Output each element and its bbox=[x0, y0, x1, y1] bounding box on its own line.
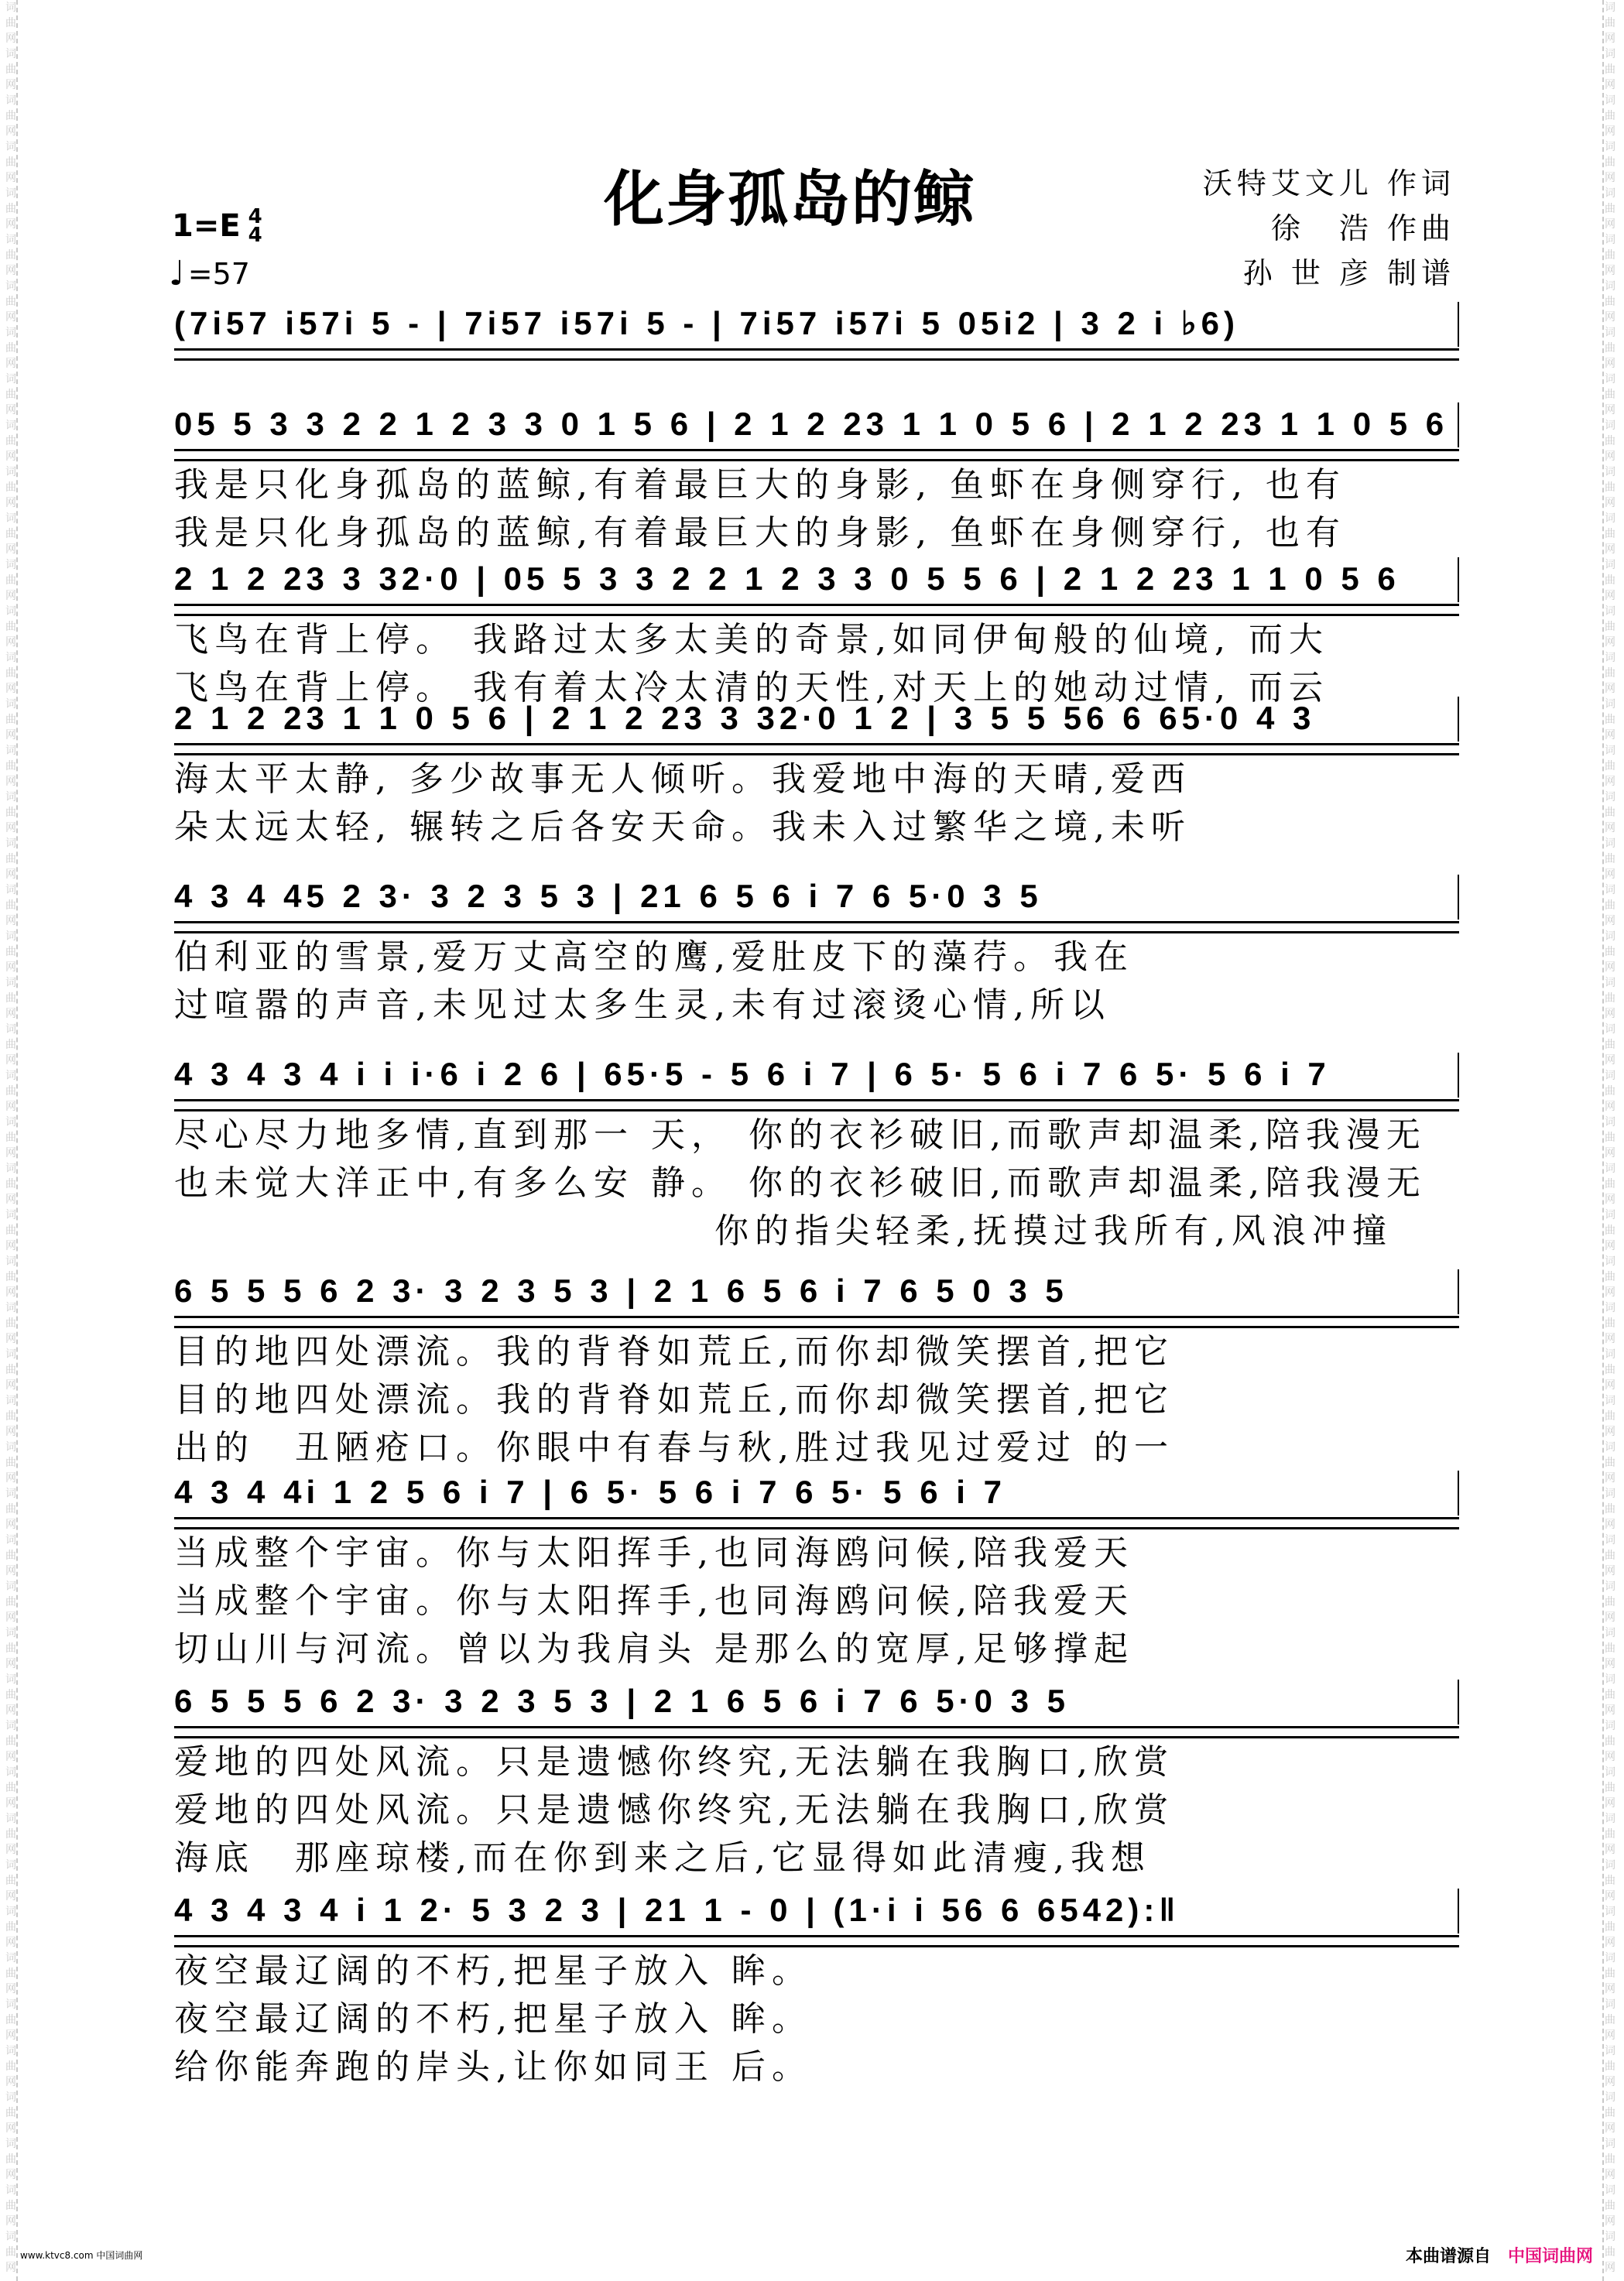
lyric-line: 尽心尽力地多情,直到那一 天， 你的衣衫破旧,而歌声却温柔,陪我漫无 bbox=[174, 1115, 1427, 1155]
quarter-note-icon: ♩ bbox=[169, 254, 185, 293]
watermark-group: 词 曲 网 bbox=[1605, 2184, 1615, 2228]
score-row bbox=[174, 1471, 1459, 1673]
watermark-group: 词 曲 网 bbox=[1605, 327, 1615, 370]
watermark-group: 词 曲 网 bbox=[1605, 280, 1615, 324]
notation-line: 4 3 4 3 4 i 1 2· 5 3 2 3 | 21 1 - 0 | (1·i i 56 6 6542):‖ bbox=[174, 1892, 1180, 1928]
lyricist-credit: 沃特艾文儿 作词 bbox=[1202, 166, 1455, 200]
watermark-group: 词 曲 网 bbox=[5, 2138, 16, 2181]
score-row bbox=[174, 875, 1459, 1029]
beat-underline bbox=[174, 1316, 1459, 1328]
watermark-group: 词 曲 网 bbox=[5, 745, 16, 788]
bar-line bbox=[1458, 875, 1459, 920]
time-signature: 4 4 bbox=[248, 205, 262, 247]
watermark-group: 词 曲 网 bbox=[1605, 745, 1615, 788]
watermark-group: 词 曲 网 bbox=[1605, 1255, 1615, 1299]
watermark-group: 词 曲 网 bbox=[5, 466, 16, 509]
notation-line: 6 5 5 5 6 2 3· 3 2 3 5 3 | 2 1 6 5 6 i 7 6 5·0 3 5 bbox=[174, 1683, 1071, 1719]
watermark-group: 词 曲 网 bbox=[5, 2184, 16, 2228]
watermark-group: 词 曲 网 bbox=[5, 1859, 16, 1903]
watermark-group: 词 曲 网 bbox=[5, 420, 16, 463]
lyric-line: 你的指尖轻柔,抚摸过我所有,风浪冲撞 bbox=[174, 1211, 1393, 1251]
watermark-group: 词 曲 网 bbox=[1605, 2231, 1615, 2274]
watermark-group: 词 曲 网 bbox=[1605, 1766, 1615, 1810]
notation-line: (7i57 i57i 5 - | 7i57 i57i 5 - | 7i57 i57i 5 05i2 | 3 2 i ♭6) bbox=[174, 305, 1240, 341]
bar-line bbox=[1458, 402, 1459, 447]
watermark-group: 词 曲 网 bbox=[5, 1348, 16, 1392]
arranger-credit: 孙 世 彦 制谱 bbox=[1242, 256, 1455, 290]
lyric-line: 当成整个宇宙。你与太阳挥手,也同海鸥问候,陪我爱天 bbox=[174, 1533, 1134, 1573]
watermark-group: 词 曲 网 bbox=[1605, 2138, 1615, 2181]
watermark-group: 词 曲 网 bbox=[1605, 1952, 1615, 1995]
lyric-line: 当成整个宇宙。你与太阳挥手,也同海鸥问候,陪我爱天 bbox=[174, 1581, 1134, 1621]
watermark-group: 词 曲 网 bbox=[1605, 1906, 1615, 1949]
watermark-group: 词 曲 网 bbox=[5, 1998, 16, 2042]
lyric-line: 目的地四处漂流。我的背脊如荒丘,而你却微笑摆首,把它 bbox=[174, 1332, 1174, 1372]
watermark-group: 词 曲 网 bbox=[1605, 466, 1615, 509]
notation-line: 2 1 2 23 1 1 0 5 6 | 2 1 2 23 3 32·0 1 2 | 3 5 5 56 6 65·0 4 3 bbox=[174, 700, 1316, 736]
watermark-group: 词 曲 网 bbox=[5, 2091, 16, 2135]
lyric-line: 朵太远太轻, 辗转之后各安天命。我未入过繁华之境,未听 bbox=[174, 807, 1191, 847]
source-brand: 中国词曲网 bbox=[1507, 2247, 1593, 2266]
lyric-line: 伯利亚的雪景,爱万丈高空的鹰,爱肚皮下的藻荇。我在 bbox=[174, 937, 1134, 977]
watermark-group: 词 曲 网 bbox=[5, 1116, 16, 1159]
watermark-group: 词 曲 网 bbox=[1605, 837, 1615, 881]
bar-line bbox=[1458, 1680, 1459, 1724]
notation-line: 2 1 2 23 3 32·0 | 05 5 3 3 2 2 1 2 3 3 0 5 5 6 | 2 1 2 23 1 1 0 5 6 bbox=[174, 560, 1400, 597]
watermark-group: 词 曲 网 bbox=[5, 698, 16, 741]
watermark-group: 词 曲 网 bbox=[1605, 1673, 1615, 1717]
score-row bbox=[174, 697, 1459, 851]
watermark-group: 词 曲 网 bbox=[1605, 1348, 1615, 1392]
watermark-group: 词 曲 网 bbox=[1605, 1720, 1615, 1763]
lyric-line: 爱地的四处风流。只是遗憾你终究,无法躺在我胸口,欣赏 bbox=[174, 1742, 1174, 1782]
watermark-group: 词 曲 网 bbox=[1605, 652, 1615, 695]
watermark-group: 词 曲 网 bbox=[1605, 1488, 1615, 1531]
watermark-group: 词 曲 网 bbox=[1605, 977, 1615, 1020]
watermark-group: 词 曲 网 bbox=[1605, 1209, 1615, 1252]
watermark-group: 词 曲 网 bbox=[1605, 94, 1615, 138]
watermark-group: 词 曲 网 bbox=[5, 1488, 16, 1531]
notation-line: 05 5 3 3 2 2 1 2 3 3 0 1 5 6 | 2 1 2 23 1 1 0 5 6 | 2 1 2 23 1 1 0 5 6 bbox=[174, 406, 1449, 442]
lyric-line: 海底 那座琼楼,而在你到来之后,它显得如此清瘦,我想 bbox=[174, 1838, 1151, 1878]
watermark-group: 词 曲 网 bbox=[1605, 1581, 1615, 1624]
watermark-group: 词 曲 网 bbox=[5, 1255, 16, 1299]
watermark-group: 词 曲 网 bbox=[5, 1023, 16, 1067]
left-watermark-strip bbox=[2, 0, 20, 2281]
watermark-group: 词 曲 网 bbox=[1605, 1163, 1615, 1206]
watermark-group: 词 曲 网 bbox=[5, 327, 16, 370]
watermark-group: 词 曲 网 bbox=[1605, 2, 1615, 45]
notation-line: 4 3 4 45 2 3· 3 2 3 5 3 | 21 6 5 6 i 7 6 5·0 3 5 bbox=[174, 878, 1043, 914]
watermark-group: 词 曲 网 bbox=[5, 1441, 16, 1485]
watermark-group: 词 曲 网 bbox=[1605, 2091, 1615, 2135]
right-watermark-strip bbox=[1601, 0, 1619, 2281]
watermark-group: 词 曲 网 bbox=[1605, 234, 1615, 277]
lyric-line: 海太平太静, 多少故事无人倾听。我爱地中海的天晴,爱西 bbox=[174, 759, 1191, 799]
watermark-group: 词 曲 网 bbox=[1605, 605, 1615, 649]
watermark-group: 词 曲 网 bbox=[1605, 884, 1615, 927]
beat-underline bbox=[174, 348, 1459, 361]
watermark-group: 词 曲 网 bbox=[5, 2231, 16, 2274]
watermark-group: 词 曲 网 bbox=[5, 1070, 16, 1113]
watermark-group: 词 曲 网 bbox=[1605, 2045, 1615, 2088]
watermark-group: 词 曲 网 bbox=[5, 837, 16, 881]
watermark-group: 词 曲 网 bbox=[1605, 930, 1615, 974]
watermark-group: 词 曲 网 bbox=[5, 1906, 16, 1949]
watermark-group: 词 曲 网 bbox=[5, 1209, 16, 1252]
footer-source bbox=[1406, 2243, 1593, 2267]
beat-underline bbox=[174, 449, 1459, 461]
beat-underline bbox=[174, 1935, 1459, 1947]
beat-underline bbox=[174, 604, 1459, 616]
watermark-group: 词 曲 网 bbox=[1605, 1627, 1615, 1670]
composer-credit: 徐 浩 作曲 bbox=[1270, 211, 1455, 245]
watermark-group: 词 曲 网 bbox=[5, 1952, 16, 1995]
lyric-line: 夜空最辽阔的不朽,把星子放入 眸。 bbox=[174, 1999, 812, 2039]
watermark-group: 词 曲 网 bbox=[5, 141, 16, 184]
watermark-group: 词 曲 网 bbox=[1605, 1813, 1615, 1856]
bar-line bbox=[1458, 1269, 1459, 1314]
lyric-line: 也未觉大洋正中,有多么安 静。 你的衣衫破旧,而歌声却温柔,陪我漫无 bbox=[174, 1163, 1427, 1203]
watermark-group: 词 曲 网 bbox=[1605, 1998, 1615, 2042]
lyric-line: 我是只化身孤岛的蓝鲸,有着最巨大的身影, 鱼虾在身侧穿行, 也有 bbox=[174, 513, 1346, 553]
watermark-group: 词 曲 网 bbox=[5, 280, 16, 324]
tempo-value: =57 bbox=[187, 256, 250, 291]
lyric-line: 夜空最辽阔的不朽,把星子放入 眸。 bbox=[174, 1951, 812, 1991]
score-row bbox=[174, 1680, 1459, 1882]
song-title: 化身孤岛的鲸 bbox=[604, 165, 976, 235]
watermark-group: 词 曲 网 bbox=[5, 1766, 16, 1810]
notation-line: 4 3 4 4i 1 2 5 6 i 7 | 6 5· 5 6 i 7 6 5· 5 6 i 7 bbox=[174, 1474, 1006, 1510]
watermark-group: 词 曲 网 bbox=[5, 94, 16, 138]
notation-line: 4 3 4 3 4 i i i·6 i 2 6 | 65·5 - 5 6 i 7 | 6 5· 5 6 i 7 6 5· 5 6 i 7 bbox=[174, 1056, 1331, 1092]
key-label: 1=E bbox=[172, 208, 241, 244]
score-row bbox=[174, 1269, 1459, 1472]
watermark-group: 词 曲 网 bbox=[1605, 187, 1615, 231]
watermark-group: 词 曲 网 bbox=[5, 930, 16, 974]
watermark-group: 词 曲 网 bbox=[5, 2045, 16, 2088]
watermark-group: 词 曲 网 bbox=[1605, 1441, 1615, 1485]
score-row bbox=[174, 402, 1459, 557]
watermark-group: 词 曲 网 bbox=[5, 1534, 16, 1577]
watermark-group: 词 曲 网 bbox=[5, 1395, 16, 1438]
watermark-group: 词 曲 网 bbox=[5, 652, 16, 695]
bar-line bbox=[1458, 697, 1459, 741]
lyric-line: 出的 丑陋疮口。你眼中有春与秋,胜过我见过爱过 的一 bbox=[174, 1428, 1174, 1468]
watermark-group: 词 曲 网 bbox=[5, 2, 16, 45]
watermark-group: 词 曲 网 bbox=[1605, 1534, 1615, 1577]
watermark-group: 词 曲 网 bbox=[5, 1813, 16, 1856]
watermark-group: 词 曲 网 bbox=[5, 1581, 16, 1624]
credits-block bbox=[1184, 161, 1455, 296]
score-row bbox=[174, 1053, 1459, 1255]
watermark-group: 词 曲 网 bbox=[1605, 1302, 1615, 1345]
watermark-group: 词 曲 网 bbox=[1605, 791, 1615, 834]
beat-underline bbox=[174, 1099, 1459, 1111]
watermark-group: 词 曲 网 bbox=[5, 1673, 16, 1717]
watermark-group: 词 曲 网 bbox=[5, 605, 16, 649]
watermark-group: 词 曲 网 bbox=[1605, 1859, 1615, 1903]
key-signature bbox=[172, 207, 262, 245]
bar-line bbox=[1458, 1471, 1459, 1516]
beat-underline bbox=[174, 1517, 1459, 1529]
bar-line bbox=[1458, 302, 1459, 347]
lyric-line: 切山川与河流。曾以为我肩头 是那么的宽厚,足够撑起 bbox=[174, 1629, 1134, 1669]
watermark-group: 词 曲 网 bbox=[5, 234, 16, 277]
lyric-line: 给你能奔跑的岸头,让你如同王 后。 bbox=[174, 2047, 812, 2087]
watermark-group: 词 曲 网 bbox=[1605, 141, 1615, 184]
lyric-line: 飞鸟在背上停。 我路过太多太美的奇景,如同伊甸般的仙境, 而大 bbox=[174, 620, 1329, 659]
watermark-group: 词 曲 网 bbox=[1605, 48, 1615, 91]
score-row bbox=[174, 302, 1459, 361]
bar-line bbox=[1458, 1889, 1459, 1933]
watermark-group: 词 曲 网 bbox=[1605, 373, 1615, 416]
score-row bbox=[174, 557, 1459, 712]
beat-underline bbox=[174, 743, 1459, 755]
notation-line: 6 5 5 5 6 2 3· 3 2 3 5 3 | 2 1 6 5 6 i 7 6 5 0 3 5 bbox=[174, 1272, 1068, 1309]
watermark-group: 词 曲 网 bbox=[5, 48, 16, 91]
score-row bbox=[174, 1889, 1459, 2091]
watermark-group: 词 曲 网 bbox=[5, 187, 16, 231]
watermark-group: 词 曲 网 bbox=[5, 373, 16, 416]
source-label: 本曲谱源自 bbox=[1405, 2247, 1491, 2266]
bar-line bbox=[1458, 1053, 1459, 1098]
tempo-marking bbox=[169, 254, 250, 293]
lyric-line: 我是只化身孤岛的蓝鲸,有着最巨大的身影, 鱼虾在身侧穿行, 也有 bbox=[174, 465, 1346, 505]
lyric-line: 过喧嚣的声音,未见过太多生灵,未有过滚烫心情,所以 bbox=[174, 985, 1111, 1025]
watermark-group: 词 曲 网 bbox=[5, 512, 16, 556]
watermark-group: 词 曲 网 bbox=[5, 1627, 16, 1670]
lyric-line: 爱地的四处风流。只是遗憾你终究,无法躺在我胸口,欣赏 bbox=[174, 1790, 1174, 1830]
watermark-group: 词 曲 网 bbox=[5, 791, 16, 834]
footer-site-text: www.ktvc8.com 中国词曲网 bbox=[20, 2250, 143, 2261]
watermark-group: 词 曲 网 bbox=[5, 1163, 16, 1206]
bar-line bbox=[1458, 557, 1459, 602]
beat-underline bbox=[174, 1726, 1459, 1738]
watermark-group: 词 曲 网 bbox=[5, 559, 16, 602]
watermark-group: 词 曲 网 bbox=[1605, 420, 1615, 463]
watermark-group: 词 曲 网 bbox=[5, 1302, 16, 1345]
beat-underline bbox=[174, 921, 1459, 933]
watermark-group: 词 曲 网 bbox=[1605, 698, 1615, 741]
watermark-group: 词 曲 网 bbox=[1605, 1116, 1615, 1159]
watermark-group: 词 曲 网 bbox=[5, 1720, 16, 1763]
lyric-line: 目的地四处漂流。我的背脊如荒丘,而你却微笑摆首,把它 bbox=[174, 1380, 1174, 1420]
watermark-group: 词 曲 网 bbox=[5, 884, 16, 927]
watermark-group: 词 曲 网 bbox=[1605, 1023, 1615, 1067]
watermark-group: 词 曲 网 bbox=[1605, 1395, 1615, 1438]
watermark-group: 词 曲 网 bbox=[1605, 512, 1615, 556]
watermark-group: 词 曲 网 bbox=[1605, 1070, 1615, 1113]
watermark-group: 词 曲 网 bbox=[1605, 559, 1615, 602]
lyric-line: 飞鸟在背上停。 我有着太冷太清的天性,对天上的她动过情, 而云 bbox=[174, 668, 1329, 707]
watermark-group: 词 曲 网 bbox=[5, 977, 16, 1020]
